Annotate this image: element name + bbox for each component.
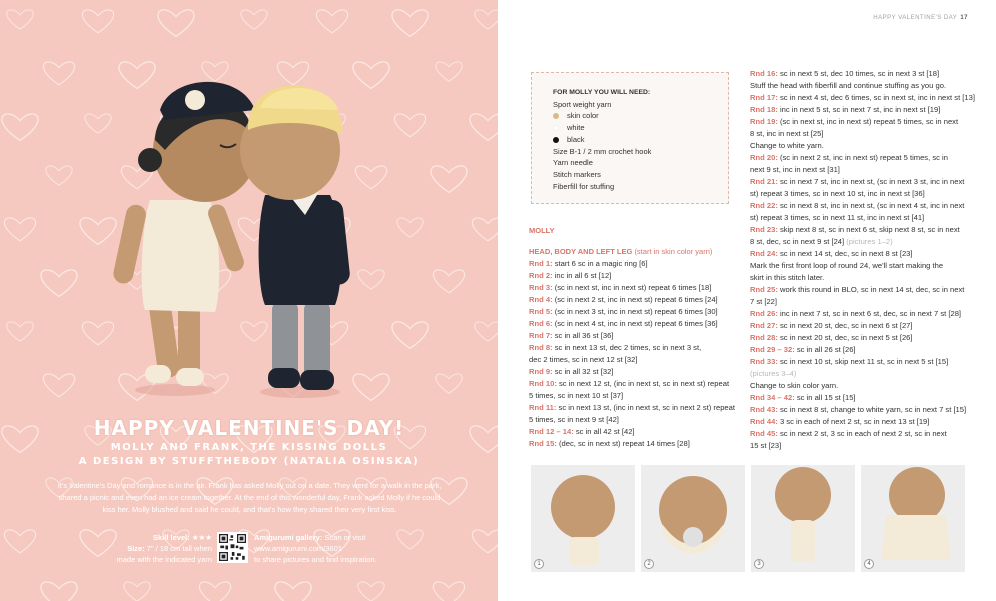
round-label: Rnd 21: [750, 177, 778, 186]
round-instruction: inc in all 6 st [12] [552, 271, 612, 280]
pattern-line [750, 368, 970, 380]
heart-icon [199, 582, 230, 601]
pattern-line [750, 440, 970, 452]
round-instruction: sc in next 14 st, dec, sc in next 8 st [23] [777, 249, 913, 258]
round-instruction: next 9 st, inc in next st [31] [750, 165, 840, 174]
pattern-line [750, 248, 970, 260]
round-instruction: sc in next 13 st, (inc in next st, sc in next 2 st) repeat [556, 403, 735, 412]
pattern-line [750, 332, 970, 344]
subsection-title [529, 246, 744, 258]
pattern-line [529, 426, 744, 438]
round-instruction: 7 st [22] [750, 297, 778, 306]
subtitle-line-2: A DESIGN BY STUFFTHEBODY (NATALIA OSINSKA) [78, 456, 420, 467]
yarn-item [553, 110, 728, 122]
materials-box [531, 72, 729, 204]
step-number: 2 [644, 559, 654, 569]
round-instruction: (sc in next st, inc in next st) repeat 6 times [18] [552, 283, 712, 292]
round-instruction: sc in all 32 st [32] [552, 367, 614, 376]
qr-code[interactable] [217, 532, 248, 563]
round-label: Rnd 19: [750, 117, 778, 126]
heart-icon [472, 530, 498, 553]
step-photo-1 [531, 465, 635, 572]
pattern-line [750, 284, 970, 296]
pattern-line [750, 116, 970, 128]
material-item: Fiberfill for stuffing [553, 181, 615, 191]
round-instruction: sc in next 8 st, change to white yarn, sc in next 7 st [15] [777, 405, 967, 414]
skill-stars: ★★★ [191, 533, 212, 542]
heart-icon [433, 582, 464, 601]
round-label: Rnd 22: [750, 201, 778, 210]
material-item: Stitch markers [553, 169, 601, 179]
round-label: Rnd 2: [529, 271, 553, 280]
pattern-line [750, 92, 975, 104]
picture-reference: (pictures 3–4) [750, 369, 797, 378]
round-label: Rnd 20: [750, 153, 778, 162]
round-instruction: inc in next 7 st, sc in next 6 st, dec, sc in next 7 st [28] [777, 309, 962, 318]
size-label: Size: [127, 544, 145, 553]
amigurumi-gallery [254, 532, 424, 565]
round-label: Rnd 27: [750, 321, 778, 330]
pattern-line [529, 390, 744, 402]
round-instruction: sc in next 7 st, inc in next st, (sc in next 3 st, inc in next [777, 177, 965, 186]
pattern-line [529, 354, 744, 366]
round-instruction: 8 st, inc in next st [25] [750, 129, 824, 138]
round-instruction: 3 sc in each of next 2 st, sc in next 13 st [19] [777, 417, 930, 426]
pattern-line [529, 258, 744, 270]
pattern-line [750, 140, 970, 152]
pattern-line [750, 404, 970, 416]
yarn-color-swatch-icon [553, 113, 559, 119]
round-label: Rnd 24: [750, 249, 778, 258]
round-label: Rnd 45: [750, 429, 778, 438]
gallery-label: Amigurumi gallery: [254, 533, 323, 542]
pattern-line [750, 380, 970, 392]
pattern-line [750, 164, 970, 176]
round-label: Rnd 5: [529, 307, 553, 316]
size-value: 7" / 18 cm tall when [146, 544, 212, 553]
pattern-line [750, 80, 970, 92]
round-instruction: dec 2 times, sc in next 12 st [32] [529, 355, 638, 364]
picture-reference: (pictures 1–2) [844, 237, 893, 246]
round-instruction: sc in next 10 st, skip next 11 st, sc in next 5 st [15] [777, 357, 949, 366]
round-label: Rnd 3: [529, 283, 553, 292]
pattern-line [750, 416, 970, 428]
round-label: Rnd 34 – 42: [750, 393, 795, 402]
pattern-line [529, 330, 744, 342]
round-instruction: (sc in next 3 st, inc in next st) repeat 6 times [30] [552, 307, 718, 316]
heart-icon [275, 582, 311, 601]
pattern-line [529, 366, 744, 378]
yarn-name: white [567, 123, 585, 133]
pattern-column-left [529, 225, 744, 450]
intro-text [52, 480, 447, 516]
round-instruction: work this round in BLO, sc in next 14 st, dec, sc in next [777, 285, 965, 294]
pattern-line [529, 342, 744, 354]
yarn-item [553, 134, 728, 146]
round-instruction: skirt in this stitch later. [750, 273, 825, 282]
gallery-text: Scan or visit [324, 533, 366, 542]
right-page [498, 0, 996, 601]
skill-and-size [100, 532, 212, 565]
yarn-item [553, 122, 728, 134]
pattern-line [750, 236, 970, 248]
round-instruction: Change to skin color yarn. [750, 381, 839, 390]
heart-icon [41, 582, 77, 601]
round-instruction: sc in next 4 st, dec 6 times, sc in next st, inc in next st [13] [777, 93, 975, 102]
round-label: Rnd 23: [750, 225, 778, 234]
pattern-line [750, 176, 970, 188]
page-number: 17 [960, 15, 968, 21]
pattern-line [529, 270, 744, 282]
round-label: Rnd 11: [529, 403, 557, 412]
round-instruction: sc in all 15 st [15] [794, 393, 856, 402]
yarn-name: skin color [567, 111, 599, 121]
round-label: Rnd 12 – 14: [529, 427, 574, 436]
pattern-line [750, 308, 970, 320]
round-instruction: sc in next 20 st, dec, sc in next 6 st [27] [777, 321, 913, 330]
round-label: Rnd 18: [750, 105, 778, 114]
pattern-line [750, 272, 970, 284]
round-instruction: sc in next 13 st, dec 2 times, sc in next 3 st, [552, 343, 702, 352]
pattern-line [750, 260, 970, 272]
round-instruction: Stuff the head with fiberfill and continue stuffing as you go. [750, 81, 947, 90]
round-instruction: sc in next 8 st, inc in next st, (sc in next 4 st, inc in next [777, 201, 965, 210]
round-instruction: (sc in next 4 st, inc in next st) repeat 6 times [36] [552, 319, 718, 328]
pattern-line [750, 344, 970, 356]
pattern-line [750, 296, 970, 308]
round-label: Rnd 6: [529, 319, 553, 328]
round-instruction: sc in all 26 st [26] [794, 345, 856, 354]
pattern-line [750, 320, 970, 332]
round-instruction: sc in next 5 st, dec 10 times, sc in next 3 st [18] [777, 69, 940, 78]
section-title: MOLLY [529, 226, 555, 235]
gallery-url[interactable]: www.amigurumi.com/3601 [254, 544, 342, 553]
round-instruction: st) repeat 3 times, sc in next 11 st, inc in next st [41] [750, 213, 925, 222]
pattern-line [750, 392, 970, 404]
pattern-line [750, 104, 970, 116]
intro-line: kiss her. Molly blushed and said he could, and that's how they shared their very first kiss. [102, 505, 397, 514]
running-title: HAPPY VALENTINE'S DAY [873, 15, 958, 21]
pattern-line [750, 68, 970, 80]
round-instruction: Mark the first front loop of round 24, we'll start making the [750, 261, 944, 270]
round-label: Rnd 33: [750, 357, 778, 366]
intro-line: It's Valentine's Day and romance is in the air. Frank has asked Molly out on a date. They went for a walk in the park, [57, 481, 442, 490]
qr-code-icon [219, 534, 246, 561]
yarn-color-swatch-icon [553, 125, 559, 131]
gallery-note: to share pictures and find inspiration. [254, 555, 377, 564]
pattern-line [750, 152, 970, 164]
skill-label: Skill level: [153, 533, 190, 542]
step-photo-4 [861, 465, 965, 572]
round-instruction: 5 times, sc in next 10 st [37] [529, 391, 624, 400]
round-label: Rnd 43: [750, 405, 778, 414]
round-instruction: (sc in next st, inc in next st) repeat 5 times, sc in next [777, 117, 959, 126]
materials-title: FOR MOLLY YOU WILL NEED: [553, 89, 651, 96]
round-label: Rnd 26: [750, 309, 778, 318]
round-label: Rnd 7: [529, 331, 553, 340]
round-instruction: 15 st [23] [750, 441, 782, 450]
step-number: 3 [754, 559, 764, 569]
round-label: Rnd 44: [750, 417, 778, 426]
step-photo-2 [641, 465, 745, 572]
yarn-name: black [567, 134, 585, 144]
intro-line: shared a picnic and even had an ice cream together. At the end of this wonderful day, Frank asked Molly if he could [58, 493, 441, 502]
pattern-column-right [750, 68, 975, 452]
pattern-line [529, 282, 744, 294]
heart-icon [358, 582, 384, 601]
pattern-line [750, 356, 970, 368]
step-number: 1 [534, 559, 544, 569]
round-instruction: sc in next 12 st, (inc in next st, sc in next st) repeat [556, 379, 730, 388]
material-item: Size B-1 / 2 mm crochet hook [553, 146, 652, 156]
heart-icon [124, 582, 150, 601]
round-label: Rnd 4: [529, 295, 553, 304]
subsection-label: HEAD, BODY AND LEFT LEG [529, 247, 633, 256]
round-instruction: sc in next 20 st, dec, sc in next 5 st [26] [777, 333, 913, 342]
size-note: made with the indicated yarn [116, 555, 212, 564]
headline: HAPPY VALENTINE'S DAY! [93, 416, 405, 440]
pattern-line [529, 414, 744, 426]
pattern-line [529, 378, 744, 390]
subtitle-line-1: MOLLY AND FRANK, THE KISSING DOLLS [110, 442, 388, 453]
step-photos [531, 465, 966, 572]
pattern-line [750, 428, 970, 440]
round-label: Rnd 28: [750, 333, 778, 342]
pattern-line [750, 128, 970, 140]
pattern-line [750, 200, 970, 212]
round-instruction: sc in next 2 st, 3 sc in each of next 2 st, sc in next [777, 429, 947, 438]
round-instruction: Change to white yarn. [750, 141, 824, 150]
round-label: Rnd 29 – 32: [750, 345, 795, 354]
kissing-dolls-photo [0, 0, 498, 400]
round-instruction: sc in all 42 st [42] [573, 427, 635, 436]
round-label: Rnd 17: [750, 93, 778, 102]
round-instruction: skip next 8 st, sc in next 6 st, skip next 8 st, sc in next [777, 225, 960, 234]
round-label: Rnd 15: [529, 439, 557, 448]
pattern-line [750, 188, 970, 200]
subsection-note: (start in skin color yarn) [634, 247, 713, 256]
yarn-color-swatch-icon [553, 137, 559, 143]
round-instruction: st) repeat 3 times, sc in next 10 st, inc in next st [36] [750, 189, 925, 198]
round-label: Rnd 16: [750, 69, 778, 78]
pattern-line [529, 306, 744, 318]
step-photo-3 [751, 465, 855, 572]
pattern-line [529, 438, 744, 450]
round-label: Rnd 25: [750, 285, 778, 294]
round-instruction: sc in all 36 st [36] [552, 331, 614, 340]
pattern-line [529, 402, 744, 414]
round-instruction: 5 times, sc in next 9 st [42] [529, 415, 619, 424]
round-instruction: (sc in next 2 st, inc in next st) repeat 5 times, sc in [777, 153, 948, 162]
round-instruction: inc in next 5 st, sc in next 7 st, inc in next st [19] [777, 105, 941, 114]
step-number: 4 [864, 559, 874, 569]
heart-icon [4, 530, 35, 553]
pattern-line [750, 212, 970, 224]
yarn-type: Sport weight yarn [553, 99, 612, 109]
pattern-line [529, 318, 744, 330]
pattern-line [529, 294, 744, 306]
round-instruction: (dec, sc in next st) repeat 14 times [28] [556, 439, 690, 448]
round-label: Rnd 8: [529, 343, 553, 352]
pattern-line [750, 224, 970, 236]
page-header [873, 15, 968, 21]
round-instruction: (sc in next 2 st, inc in next st) repeat 6 times [24] [552, 295, 718, 304]
round-label: Rnd 1: [529, 259, 553, 268]
round-label: Rnd 10: [529, 379, 557, 388]
round-label: Rnd 9: [529, 367, 553, 376]
round-instruction: start 6 sc in a magic ring [6] [552, 259, 648, 268]
material-item: Yarn needle [553, 158, 593, 168]
round-instruction: 8 st, dec, sc in next 9 st [24] [750, 237, 845, 246]
